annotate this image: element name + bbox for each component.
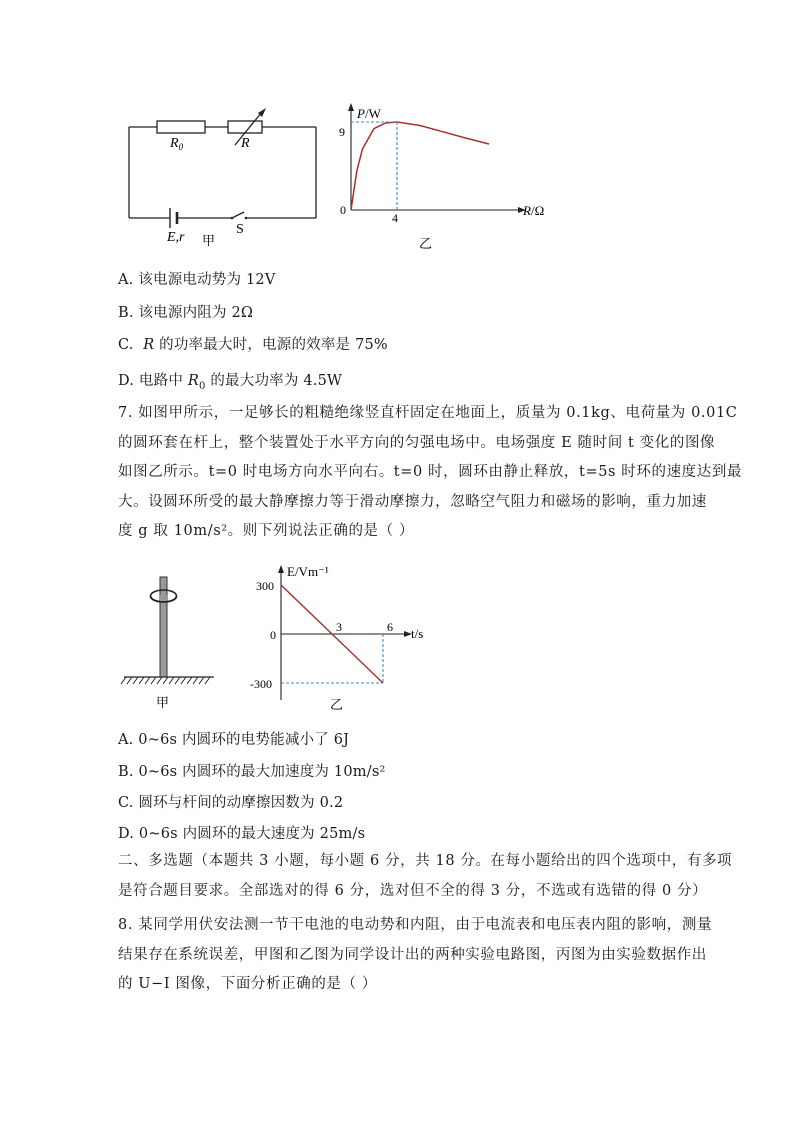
q7-option-d: D. 0~6s 内圆环的最大速度为 25m/s bbox=[118, 826, 366, 842]
section-2-line: 二、多选题（本题共 3 小题，每小题 6 分，共 18 分。在每小题给出的四个选项中，有多项 bbox=[118, 853, 733, 869]
q8-stem-line: 8. 某同学用伏安法测一节干电池的电动势和内阻，由于电流表和电压表内阻的影响，测量 bbox=[118, 917, 713, 933]
q7-stem bbox=[118, 399, 743, 547]
q6-option-d-pre: D. 电路中 bbox=[118, 373, 184, 389]
q7-field-graph bbox=[245, 560, 445, 715]
label-r0: $R_0$ bbox=[170, 136, 184, 152]
hatch-mark bbox=[157, 677, 162, 684]
q6-option-d-var: R bbox=[187, 373, 199, 389]
hatch-mark bbox=[151, 677, 156, 684]
x-tick-6: 6 bbox=[387, 620, 393, 634]
hatch-mark bbox=[169, 677, 174, 684]
q6-option-d bbox=[118, 369, 342, 392]
hatch-mark bbox=[193, 677, 198, 684]
y-tick-0: 0 bbox=[270, 628, 276, 642]
y-axis-label-unit: /W bbox=[364, 106, 381, 121]
q6-option-b: B. 该电源内阻为 2Ω bbox=[118, 305, 254, 321]
y-axis-label: E/Vm⁻¹ bbox=[287, 564, 329, 579]
q6-power-graph bbox=[335, 100, 560, 255]
x-axis-label: R/Ω bbox=[523, 203, 545, 218]
ground-hatch bbox=[121, 677, 210, 684]
hatch-mark bbox=[181, 677, 186, 684]
q8-stem-line: 结果存在系统误差，甲图和乙图为同学设计出的两种实验电路图，丙图为由实验数据作出 bbox=[118, 946, 707, 963]
q7-option-b: B. 0~6s 内圆环的最大加速度为 10m/s² bbox=[118, 764, 386, 780]
hatch-mark bbox=[199, 677, 204, 684]
switch-contact-right bbox=[245, 217, 248, 220]
q6-option-c-letter: C. bbox=[118, 337, 134, 353]
hatch-mark bbox=[139, 677, 144, 684]
y-axis-arrow bbox=[348, 103, 354, 111]
hatch-mark bbox=[163, 677, 168, 684]
q7-stem-line: 大。设圆环所受的最大静摩擦力等于滑动摩擦力，忽略空气阻力和磁场的影响，重力加速 bbox=[118, 493, 707, 510]
label-r0-sub: 0 bbox=[178, 142, 184, 152]
q8-stem-line: 的 U−I 图像，下面分析正确的是（ ） bbox=[118, 976, 377, 992]
label-source: E,r bbox=[167, 230, 185, 245]
q6-option-a: A. 该电源电动势为 12V bbox=[118, 272, 276, 288]
hatch-mark bbox=[121, 677, 126, 684]
x-tick-3: 3 bbox=[336, 620, 342, 634]
y-axis-arrow bbox=[278, 565, 284, 573]
q6-option-c-text: 的功率最大时，电源的效率是 75% bbox=[159, 337, 388, 353]
label-r: R bbox=[241, 136, 250, 151]
x-tick-4: 4 bbox=[392, 211, 398, 225]
q6-circuit-diagram bbox=[120, 105, 330, 250]
power-curve bbox=[351, 122, 489, 210]
label-switch: S bbox=[236, 222, 244, 237]
q8-stem bbox=[118, 911, 713, 1000]
hatch-mark bbox=[187, 677, 192, 684]
q6-option-c-var: R bbox=[143, 337, 155, 353]
hatch-mark bbox=[145, 677, 150, 684]
hatch-mark bbox=[127, 677, 132, 684]
switch-s bbox=[232, 212, 244, 218]
q6-option-d-sub: 0 bbox=[198, 380, 206, 392]
hatch-mark bbox=[133, 677, 138, 684]
rod bbox=[160, 577, 167, 677]
q7-option-a: A. 0~6s 内圆环的电势能减小了 6J bbox=[118, 732, 350, 748]
caption-yi: 乙 bbox=[419, 236, 433, 251]
x-axis-label: t/s bbox=[411, 626, 424, 641]
caption-yi-7: 乙 bbox=[330, 697, 344, 712]
caption-jia-7: 甲 bbox=[156, 695, 170, 710]
rheostat-r bbox=[228, 121, 262, 133]
q7-stem-line: 如图乙所示。t=0 时电场方向水平向右。t=0 时，圆环由静止释放，t=5s 时环的速度达到最 bbox=[118, 464, 743, 480]
y-tick-300: 300 bbox=[256, 579, 274, 593]
q7-rod-figure bbox=[120, 568, 220, 713]
q7-stem-line: 度 g 取 10m/s²。则下列说法正确的是（ ） bbox=[118, 523, 415, 539]
resistor-r0 bbox=[157, 121, 205, 133]
q7-option-c: C. 圆环与杆间的动摩擦因数为 0.2 bbox=[118, 795, 344, 811]
caption-jia: 甲 bbox=[202, 233, 216, 248]
q6-option-d-post: 的最大功率为 4.5W bbox=[210, 373, 343, 389]
y-axis-label: P/W bbox=[357, 106, 381, 121]
origin-label: 0 bbox=[340, 203, 346, 217]
q7-stem-line: 7. 如图甲所示，一足够长的粗糙绝缘竖直杆固定在地面上，质量为 0.1kg、电荷量为 0.01C bbox=[118, 405, 738, 421]
section-2-heading bbox=[118, 847, 733, 906]
x-axis-label-unit: /Ω bbox=[530, 203, 545, 218]
q6-option-c bbox=[118, 333, 388, 354]
hatch-mark bbox=[175, 677, 180, 684]
switch-contact-left bbox=[231, 217, 234, 220]
section-2-line: 是符合题目要求。全部选对的得 6 分，选对但不全的得 3 分，不选或有选错的得 0 分） bbox=[118, 882, 708, 899]
y-tick-neg300: -300 bbox=[250, 677, 272, 691]
y-tick-9: 9 bbox=[339, 125, 345, 139]
hatch-mark bbox=[205, 677, 210, 684]
q7-stem-line: 的圆环套在杆上，整个装置处于水平方向的匀强电场中。电场强度 E 随时间 t 变化的图像 bbox=[118, 434, 716, 451]
